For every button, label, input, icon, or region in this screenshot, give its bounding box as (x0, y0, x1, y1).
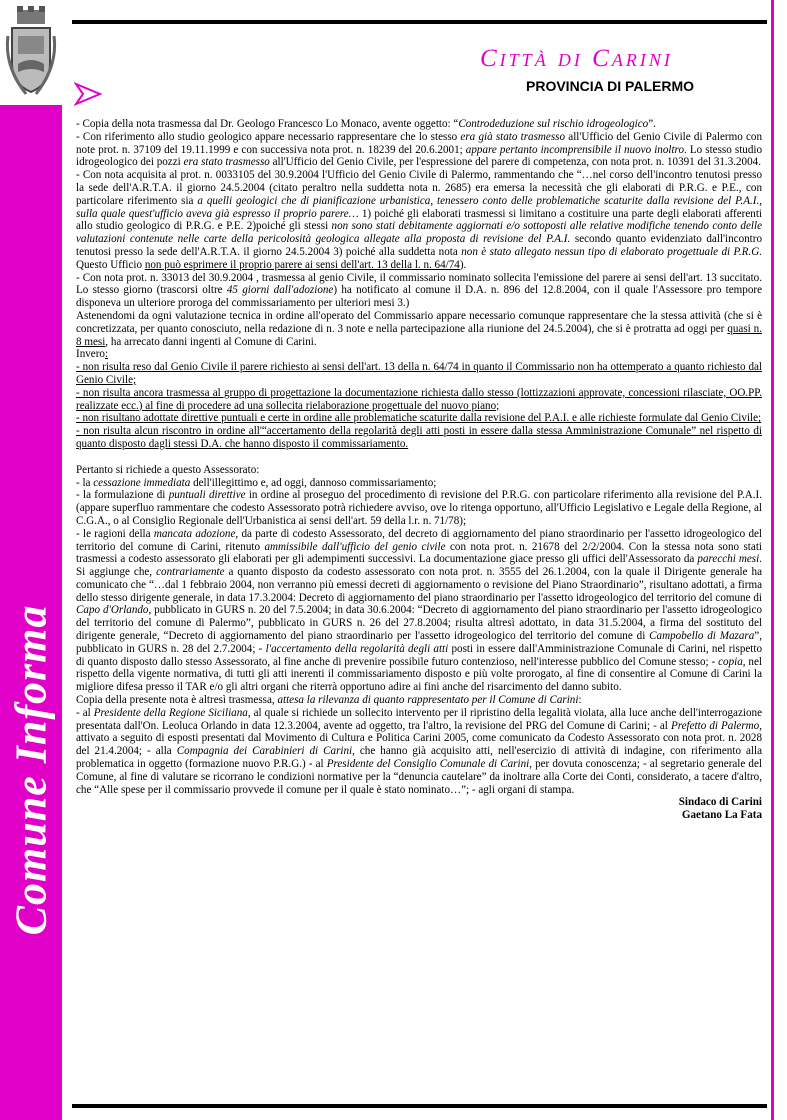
paragraph: - non risulta ancora trasmessa al gruppo di progettazione la documentazione richiesta dallo stesso (lottizzazioni approvate, concessioni rilasciate, OO.PP. realizzate ecc.) al fine di procedere ad una sollecita rielaborazione progettuale del nuovo piano; (76, 386, 762, 412)
signature-role: Sindaco di Carini (678, 796, 762, 809)
sidebar-band (0, 105, 62, 1120)
paragraph: - non risultano adottate direttive puntuali e certe in ordine alle problematiche scaturite dalla revisione del P.A.I. e alle richieste formulate dal Genio Civile; (76, 412, 762, 425)
paragraph: - la formulazione di puntuali direttive in ordine al proseguo del procedimento di revisione del P.R.G. con particolare riferimento alla revisione del P.A.I. (appare superfluo rammentare che codesto Assessorato potrà richiedere avviso, ove lo ritenga opportuno, all'Ufficio Legislativo e Legale della Regione, al C.G.A., o al Consiglio Regionale dell'Urbanistica ai sensi dell'art. 59 della l.r. n. 71/78); (76, 489, 762, 527)
paragraph: - al Presidente della Regione Siciliana, al quale si richiede un sollecito intervento per il ripristino della legalità violata, alla luce anche dell'interrogazione presentata dall'On. Leoluca Orlando in data 12.3.2004, avente ad oggetto, tra l'altro, la revisione del PRG del Comune di Carini; - al Prefetto di Palermo, attivato a seguito di esposti presentati dal Movimento di Cultura e Politica Carini 2005, come comunicato da Codesto Assessorato con nota prot. n. 2028 del 21.4.2004; - alla Compagnia dei Carabinieri di Carini, che hanno già acquisito atti, nell'esercizio di attività di indagine, con riferimento alla problematica in oggetto (formazione nuovo P.R.G.) - al Presidente del Consiglio Comunale di Carini, per dovuta conoscenza; - al segretario generale del Comune, al fine di valutare se ricorrano le condizioni normative per la “denuncia cautelare” da inoltrare alla Corte dei Conti, considerato, a tacere d'altro, che “Alle spese per il commissario provvede il comune per il quale è stato nominato…”; - agli organi di stampa. (76, 706, 763, 796)
paragraph: - Con nota acquisita al prot. n. 0033105 del 30.9.2004 l'Ufficio del Genio Civile di Palermo, rammentando che “…nel corso dell'incontro tenutosi presso la sede dell'A.R.T.A. il giorno 24.5.2004 (citato peraltro nella suddetta nota n. 2685) era emersa la necessità che gli elaborati di P.R.G. e P.E., con particolare riferimento sia a quelli geologici che di pianificazione urbanistica, tenessero conto delle problematiche scaturite dalla revisione del P.A.I., sulla quale quest'ufficio aveva già espresso il proprio parere… 1) poiché gli elaborati trasmessi si limitano a costituire una parte degli elaborati afferenti allo studio geologico di P.R.G. e P.E. 2)poiché gli stessi non sono stati debitamente aggiornati e/o sottoposti alle relative modifiche tenendo conto delle valutazioni contenute nelle carte della pericolosità geologica allegate alla proposta di revisione del P.A.I. secondo quanto evidenziato dall'incontro tenutosi presso la sede dell'A.R.T.A. il giorno 24.5.2004 3) poiché alla suddetta nota non è stato allegato nessun tipo di elaborato progettuale di P.R.G. Questo Ufficio non può esprimere il proprio parere ai sensi dell'art. 13 della l. n. 64/74). (76, 169, 763, 271)
arrow-right-icon (74, 82, 102, 106)
right-border-line (771, 0, 774, 1120)
sidebar-title: Comune Informa (6, 604, 56, 936)
paragraph: Astenendomi da ogni valutazione tecnica in ordine all'operato del Commissario appare necessario comunque rappresentare che la stessa attività (che si è concretizzata, per quanto conosciuto, nella redazione di n. 3 note e nella partecipazione alla riunione del 24.5.2004), che si è protratta ad oggi per quasi n. 8 mesi, ha arrecato danni ingenti al Comune di Carini. (76, 309, 762, 348)
paragraph: - Con riferimento allo studio geologico appare necessario rappresentare che lo stesso era già stato trasmesso all'Ufficio del Genio Civile di Palermo con note prot. n. 37109 del 19.11.1999 e con successiva nota prot. n. 18239 del 20.6.2001; appare pertanto incomprensibile il nuovo inoltro. Lo stesso studio idrogeologico dei pozzi era stato trasmesso all'Ufficio del Genio Civile, per l'espressione del parere di competenza, con nota prot. n. 10391 del 31.3.2004. (76, 130, 762, 169)
paragraph: - Con nota prot. n. 33013 del 30.9.2004 , trasmessa al genio Civile, il commissario nominato sollecita l'emissione del parere ai sensi dell'art. 13 succitato. Lo stesso giorno (trascorsi oltre 45 giorni dall'adozione) ha notificato al comune il D.A. n. 896 del 12.8.2004, con il quale l'Assessore pro tempore disponeva un ulteriore proroga del commissariamento per ulteriori mesi 3.) (76, 271, 763, 310)
letter-body (76, 118, 762, 822)
paragraph: - non risulta reso dal Genio Civile il parere richiesto ai sensi dell'art. 13 della n. 64/74 in quanto il Commissario non ha ottemperato a quanto richiesto dal Genio Civile; (76, 361, 762, 386)
top-divider (72, 20, 767, 24)
signature-name: Gaetano La Fata (681, 809, 762, 822)
paragraph: - le ragioni della mancata adozione, da parte di codesto Assessorato, del decreto di aggiornamento del piano straordinario per l'assetto idrogeologico del territorio del comune di Carini, ritenuto ammissibile dall'ufficio del genio civile con nota prot. n. 21678 del 2/2/2004. Con la stessa nota sono stati trasmessi a codesto assessorato gli elaborati per gli adempimenti successivi. La documentazione giace presso gli uffici dell'Assessorato da parecchi mesi. Si aggiunge che, contrariamente a quanto disposto da codesto assessorato con nota prot. n. 3555 del 26.1.2004, con la quale il Dirigente generale ha comunicato che “…dal 1 febbraio 2004, non verranno più emessi decreti di aggiornamento o revisione del Piano Straordinario”, risultano adottati, a firma dello stesso dirigente generale, in data 17.3.2004: Decreto di aggiornamento del piano straordinario per l'assetto idrogeologico del territorio del comune di Capo d'Orlando, pubblicato in GURS n. 20 del 7.5.2004; in data 30.6.2004: “Decreto di aggiornamento del piano straordinario per l'assetto idrogeologico del territorio del comune di Palermo”, pubblicato in GURS n. 26 del 27.8.2004; risulta altresì adottato, in data 31.5.2004, a firma del sostituto del dirigente generale, “Decreto di aggiornamento del piano straordinario per l'assetto idrogeologico del territorio del comune di Campobello di Mazara”, pubblicato in GURS n. 28 del 2.7.2004; - l'accertamento della regolarità degli atti posti in essere dall'Amministrazione Comunale di Carini, nel rispetto di quanto disposto dallo stesso Assessorato, al fine anche di prevenire possibile futuro contenzioso, nell'interesse pubblico del Comune stesso; - copia, nel rispetto della vigente normativa, di tutti gli atti inerenti il commissariamento disposto e più volte prorogato, al fine di consentire al Comune di Carini la migliore difesa presso il TAR e/o gli altri organi che riterrà opportuno adire ai fini anche del risarcimento del danno subito. (76, 527, 762, 694)
paragraph: Invero: (76, 348, 109, 361)
paragraph: Pertanto si richiede a questo Assessorato: (76, 463, 260, 476)
city-title: Città di Carini (480, 45, 673, 72)
paragraph: Copia della presente nota è altresì trasmessa, attesa la rilevanza di quanto rappresentato per il Comune di Carini: (76, 694, 582, 707)
province-label: PROVINCIA DI PALERMO (526, 78, 695, 94)
paragraph: - Copia della nota trasmessa dal Dr. Geologo Francesco Lo Monaco, avente oggetto: “Controdeduzione sul rischio idrogeologico”. (76, 118, 656, 130)
bottom-divider (72, 1104, 767, 1108)
paragraph: - non risulta alcun riscontro in ordine all'“accertamento della regolarità degli atti posti in essere dalla stessa Amministrazione Comunale” nel rispetto di quanto disposto dagli stessi D.A. che hanno disposto il commissariamento. (76, 425, 762, 450)
coat-of-arms-icon (4, 6, 58, 98)
paragraph: - la cessazione immediata dell'illegittimo e, ad oggi, dannoso commissariamento; (76, 476, 437, 489)
